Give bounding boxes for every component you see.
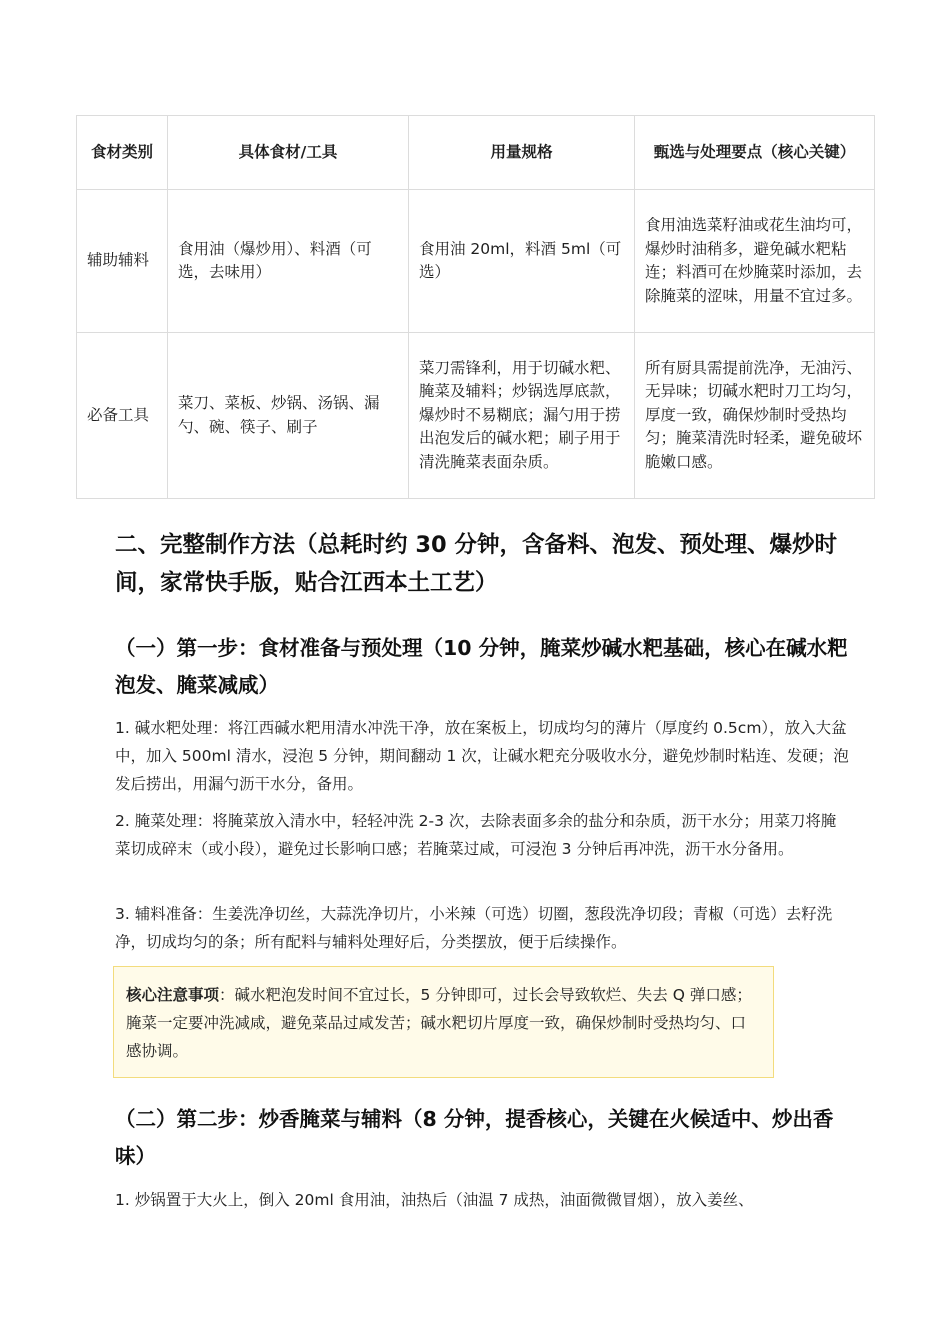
table-header-cell: 用量规格 xyxy=(409,116,635,190)
step1-item-2: 2. 腌菜处理：将腌菜放入清水中，轻轻冲洗 2-3 次，去除表面多余的盐分和杂质，沥干水分；用菜刀将腌菜切成碎末（或小段），避免过长影响口感；若腌菜过咸，可浸泡 3 分钟后再冲洗，沥干水分备用。 xyxy=(115,812,837,858)
table-cell: 食用油选菜籽油或花生油均可，爆炒时油稍多，避免碱水粑粘连；料酒可在炒腌菜时添加，去除腌菜的涩味，用量不宜过多。 xyxy=(635,190,875,333)
step1-item-3: 3. 辅料准备：生姜洗净切丝，大蒜洗净切片，小米辣（可选）切圈，葱段洗净切段；青椒（可选）去籽洗净，切成均匀的条；所有配料与辅料处理好后，分类摆放，便于后续操作。 xyxy=(115,905,833,951)
note-label: 核心注意事项 xyxy=(126,986,220,1004)
step1-heading: （一）第一步：食材准备与预处理（10 分钟，腌菜炒碱水粑基础，核心在碱水粑泡发、腌菜减咸） xyxy=(115,636,848,697)
step1-item-1: 1. 碱水粑处理：将江西碱水粑用清水冲洗干净，放在案板上，切成均匀的薄片（厚度约 0.5cm），放入大盆中，加入 500ml 清水，浸泡 5 分钟，期间翻动 1 次，让碱水粑充分吸收水分，避免炒制时粘连、发硬；泡发后捞出，用漏勺沥干水分，备用。 xyxy=(115,719,849,793)
table-header-cell: 具体食材/工具 xyxy=(168,116,409,190)
section-heading: 二、完整制作方法（总耗时约 30 分钟，含备料、泡发、预处理、爆炒时间，家常快手版，贴合江西本土工艺） xyxy=(115,532,837,596)
table-cell: 所有厨具需提前洗净，无油污、无异味；切碱水粑时刀工均匀，厚度一致，确保炒制时受热均匀；腌菜清洗时轻柔，避免破坏脆嫩口感。 xyxy=(635,333,875,499)
note-text: ：碱水粑泡发时间不宜过长，5 分钟即可，过长会导致软烂、失去 Q 弹口感；腌菜一定要冲洗减咸，避免菜品过咸发苦；碱水粑切片厚度一致，确保炒制时受热均匀、口感协调。 xyxy=(126,986,752,1060)
table-cell: 食用油 20ml，料酒 5ml（可选） xyxy=(409,190,635,333)
note-box xyxy=(113,966,774,1078)
ingredients-table xyxy=(76,115,875,499)
step2-item-1: 1. 炒锅置于大火上，倒入 20ml 食用油，油热后（油温 7 成热，油面微微冒烟），放入姜丝、 xyxy=(115,1191,754,1209)
table-cell: 必备工具 xyxy=(77,333,168,499)
table-cell: 辅助辅料 xyxy=(77,190,168,333)
step2-heading: （二）第二步：炒香腌菜与辅料（8 分钟，提香核心，关键在火候适中、炒出香味） xyxy=(115,1107,834,1168)
table-header-row xyxy=(77,116,875,190)
table-header-cell: 甄选与处理要点（核心关键） xyxy=(635,116,875,190)
table-cell: 食用油（爆炒用）、料酒（可选，去味用） xyxy=(168,190,409,333)
table-cell: 菜刀需锋利，用于切碱水粑、腌菜及辅料；炒锅选厚底款，爆炒时不易糊底；漏勺用于捞出泡发后的碱水粑；刷子用于清洗腌菜表面杂质。 xyxy=(409,333,635,499)
table-cell: 菜刀、菜板、炒锅、汤锅、漏勺、碗、筷子、刷子 xyxy=(168,333,409,499)
table-row xyxy=(77,333,875,499)
table-header-cell: 食材类别 xyxy=(77,116,168,190)
table-row xyxy=(77,190,875,333)
